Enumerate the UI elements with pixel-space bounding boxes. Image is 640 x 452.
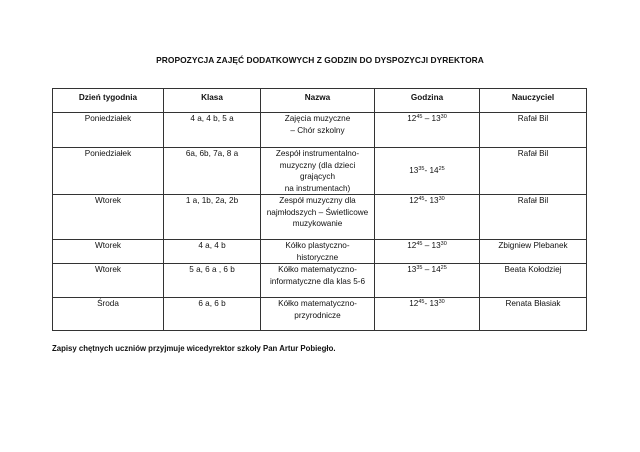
footer-note: Zapisy chętnych uczniów przyjmuje wicedyrektor szkoły Pan Artur Pobiegło. xyxy=(52,344,336,353)
cell-name-line: najmłodszych – Świetlicowe xyxy=(266,207,369,217)
table-row xyxy=(53,264,587,298)
schedule-table xyxy=(52,88,587,331)
time-start-minute: 35 xyxy=(416,265,423,271)
time-start-hour: 13 xyxy=(407,265,417,274)
time-start-minute: 45 xyxy=(416,241,423,247)
cell-teacher: Rafał Bil xyxy=(480,195,587,240)
time-separator: - xyxy=(424,166,430,176)
cell-time xyxy=(375,113,480,148)
cell-name-line: Kółko matematyczno- xyxy=(278,299,357,308)
time-end-minute: 30 xyxy=(438,196,445,202)
cell-time xyxy=(375,264,480,298)
time-end-minute: 30 xyxy=(440,241,447,247)
time-end-hour: 13 xyxy=(431,114,441,123)
cell-name-line: Kółko matematyczno- xyxy=(278,265,357,274)
cell-time xyxy=(375,148,480,195)
cell-day: Środa xyxy=(53,298,164,331)
time-start-minute: 45 xyxy=(416,114,423,120)
time-start-minute: 45 xyxy=(418,299,425,305)
cell-name-line: Zajęcia muzyczne xyxy=(284,114,351,123)
cell-name xyxy=(261,240,375,264)
cell-class: 1 a, 1b, 2a, 2b xyxy=(164,195,261,240)
cell-day: Poniedziałek xyxy=(53,113,164,148)
time-start-minute: 35 xyxy=(418,166,425,173)
header-name: Nazwa xyxy=(261,89,375,113)
table-row xyxy=(53,113,587,148)
time-end-minute: 30 xyxy=(440,114,447,120)
time-start-hour: 12 xyxy=(409,196,419,205)
cell-day: Wtorek xyxy=(53,240,164,264)
time-separator: - xyxy=(424,196,430,205)
cell-name-line: muzyczny (dla dzieci grających xyxy=(279,160,356,181)
cell-name-line: informatyczne dla klas 5-6 xyxy=(269,276,366,286)
time-end-minute: 25 xyxy=(440,265,447,271)
cell-teacher: Zbigniew Plebanek xyxy=(480,240,587,264)
cell-name xyxy=(261,298,375,331)
cell-class: 4 a, 4 b, 5 a xyxy=(164,113,261,148)
cell-day: Poniedziałek xyxy=(53,148,164,195)
time-separator: - xyxy=(424,299,430,308)
table-header-row xyxy=(53,89,587,113)
cell-time xyxy=(375,298,480,331)
cell-name xyxy=(261,148,375,195)
table-row xyxy=(53,195,587,240)
time-separator: – xyxy=(422,114,432,123)
time-separator: – xyxy=(422,241,432,250)
cell-class: 4 a, 4 b xyxy=(164,240,261,264)
cell-time xyxy=(375,240,480,264)
cell-name-line: muzykowanie xyxy=(292,219,343,228)
cell-teacher: Beata Kołodziej xyxy=(480,264,587,298)
time-start-hour: 12 xyxy=(407,114,417,123)
cell-name-line: – Chór szkolny xyxy=(290,125,345,135)
header-class: Klasa xyxy=(164,89,261,113)
cell-teacher: Rafał Bil xyxy=(480,148,587,195)
header-day: Dzień tygodnia xyxy=(53,89,164,113)
cell-day: Wtorek xyxy=(53,195,164,240)
cell-name xyxy=(261,195,375,240)
time-start-hour: 13 xyxy=(409,166,419,176)
time-end-minute: 25 xyxy=(438,166,445,173)
cell-class: 6a, 6b, 7a, 8 a xyxy=(164,148,261,195)
cell-name xyxy=(261,113,375,148)
time-end-hour: 13 xyxy=(429,299,439,308)
time-separator: – xyxy=(422,265,432,274)
time-end-hour: 14 xyxy=(429,166,439,176)
cell-name-line: Kółko plastyczno- historyczne xyxy=(285,241,350,262)
cell-name-line: przyrodnicze xyxy=(294,310,341,320)
cell-teacher: Rafał Bil xyxy=(480,113,587,148)
time-end-hour: 13 xyxy=(431,241,441,250)
time-end-minute: 30 xyxy=(438,299,445,305)
time-start-minute: 45 xyxy=(418,196,425,202)
cell-time xyxy=(375,195,480,240)
header-teacher: Nauczyciel xyxy=(480,89,587,113)
cell-day: Wtorek xyxy=(53,264,164,298)
cell-name-line: Zespół muzyczny dla xyxy=(279,196,356,205)
cell-name xyxy=(261,264,375,298)
cell-name-line: na instrumentach) xyxy=(284,183,351,193)
document-title: PROPOZYCJA ZAJĘĆ DODATKOWYCH Z GODZIN DO DYSPOZYCJI DYREKTORA xyxy=(156,55,484,65)
table-row xyxy=(53,240,587,264)
table-row xyxy=(53,148,587,195)
header-time: Godzina xyxy=(375,89,480,113)
cell-class: 5 a, 6 a , 6 b xyxy=(164,264,261,298)
time-end-hour: 14 xyxy=(431,265,441,274)
table-row xyxy=(53,298,587,331)
time-start-hour: 12 xyxy=(409,299,419,308)
cell-class: 6 a, 6 b xyxy=(164,298,261,331)
cell-teacher: Renata Błasiak xyxy=(480,298,587,331)
time-end-hour: 13 xyxy=(429,196,439,205)
cell-name-line: Zespół instrumentalno- xyxy=(275,149,360,158)
time-start-hour: 12 xyxy=(407,241,417,250)
